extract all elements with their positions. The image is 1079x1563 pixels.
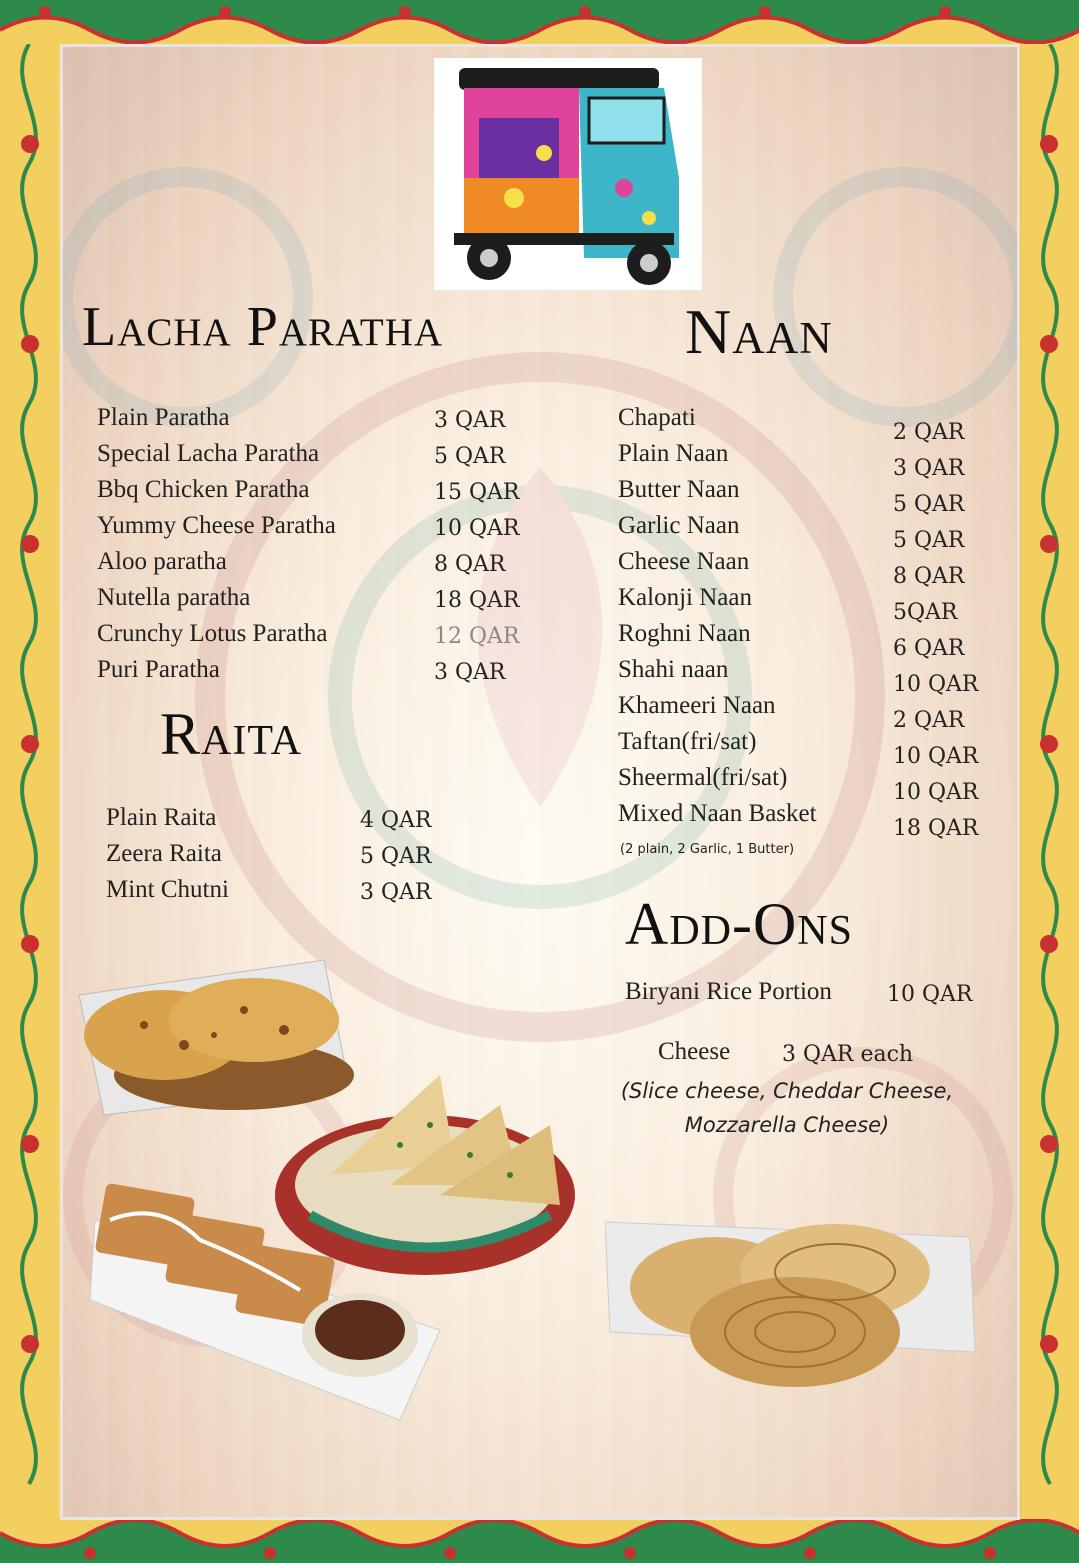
decorative-left-border [0, 44, 58, 1519]
naan-item-price: 18 QAR [893, 816, 979, 841]
naan-item-name: Roghni Naan [618, 620, 751, 647]
flower-vine-icon [1021, 44, 1079, 1519]
addons-heading: Add-Ons [625, 891, 853, 957]
lacha-item-price: 8 QAR [434, 552, 506, 577]
addon-cheese-detail [597, 1074, 977, 1142]
lacha-item-name: Special Lacha Paratha [97, 440, 320, 467]
raita-item-name: Zeera Raita [106, 840, 222, 867]
naan-item-name: Mixed Naan Basket [618, 800, 817, 827]
lacha-item-price: 5 QAR [434, 444, 506, 469]
naan-item-name: Garlic Naan [618, 512, 740, 539]
decorative-top-border [0, 0, 1079, 44]
naan-item-price: 5QAR [893, 600, 958, 625]
lacha-item-name: Bbq Chicken Paratha [97, 476, 310, 503]
addon-biryani-price: 10 QAR [887, 982, 973, 1007]
rickshaw-illustration [434, 58, 702, 290]
lacha-item-name: Plain Paratha [97, 404, 230, 431]
lacha-item-price: 10 QAR [434, 516, 520, 541]
naan-item-name: Chapati [618, 404, 696, 431]
lacha-paratha-heading: Lacha Paratha [82, 296, 444, 358]
naan-item-name: Taftan(fri/sat) [618, 728, 757, 755]
naan-item-name: Khameeri Naan [618, 692, 776, 719]
raita-item-price: 3 QAR [360, 880, 432, 905]
nutella-paratha-image [80, 1180, 450, 1425]
lacha-item-price: 18 QAR [434, 588, 520, 613]
naan-item-price: 8 QAR [893, 564, 965, 589]
naan-item-price: 10 QAR [893, 744, 979, 769]
addon-cheese-detail-line: Mozzarella Cheese) [684, 1113, 890, 1137]
flower-vine-icon [0, 44, 58, 1519]
naan-item-name: Kalonji Naan [618, 584, 752, 611]
raita-item-name: Plain Raita [106, 804, 217, 831]
lacha-item-name: Yummy Cheese Paratha [97, 512, 336, 539]
naan-item-price: 2 QAR [893, 708, 965, 733]
wave-pattern-icon [0, 0, 1079, 44]
wave-pattern-icon [0, 1519, 1079, 1563]
naan-item-price: 2 QAR [893, 420, 965, 445]
naan-item-name: Cheese Naan [618, 548, 750, 575]
naan-item-name: Plain Naan [618, 440, 729, 467]
raita-item-price: 4 QAR [360, 808, 432, 833]
naan-item-name: Shahi naan [618, 656, 729, 683]
naan-item-price: 10 QAR [893, 672, 979, 697]
mixed-basket-note: (2 plain, 2 Garlic, 1 Butter) [620, 842, 795, 857]
addon-cheese-detail-line: (Slice cheese, Cheddar Cheese, [620, 1079, 954, 1103]
naan-item-name: Sheermal(fri/sat) [618, 764, 788, 791]
lacha-item-price: 3 QAR [434, 408, 506, 433]
lacha-paratha-image [605, 1212, 975, 1392]
addon-cheese-name: Cheese [658, 1038, 731, 1065]
naan-item-price: 5 QAR [893, 528, 965, 553]
lacha-item-name: Crunchy Lotus Paratha [97, 620, 328, 647]
lacha-item-name: Aloo paratha [97, 548, 227, 575]
naan-item-price: 3 QAR [893, 456, 965, 481]
lacha-item-name: Nutella paratha [97, 584, 251, 611]
addon-cheese-price: 3 QAR each [782, 1042, 914, 1067]
naan-item-price: 5 QAR [893, 492, 965, 517]
lacha-item-name: Puri Paratha [97, 656, 220, 683]
naan-item-price: 6 QAR [893, 636, 965, 661]
naan-item-price: 10 QAR [893, 780, 979, 805]
auto-rickshaw-icon [434, 58, 702, 290]
naan-item-name: Butter Naan [618, 476, 740, 503]
lacha-item-price: 15 QAR [434, 480, 520, 505]
naan-heading: Naan [685, 296, 833, 367]
addon-biryani-name: Biryani Rice Portion [625, 978, 832, 1005]
lacha-item-price: 12 QAR [434, 624, 520, 649]
raita-heading: Raita [160, 701, 302, 767]
lacha-item-price: 3 QAR [434, 660, 506, 685]
decorative-right-border [1021, 44, 1079, 1519]
raita-item-price: 5 QAR [360, 844, 432, 869]
raita-item-name: Mint Chutni [106, 876, 229, 903]
decorative-bottom-border [0, 1519, 1079, 1563]
